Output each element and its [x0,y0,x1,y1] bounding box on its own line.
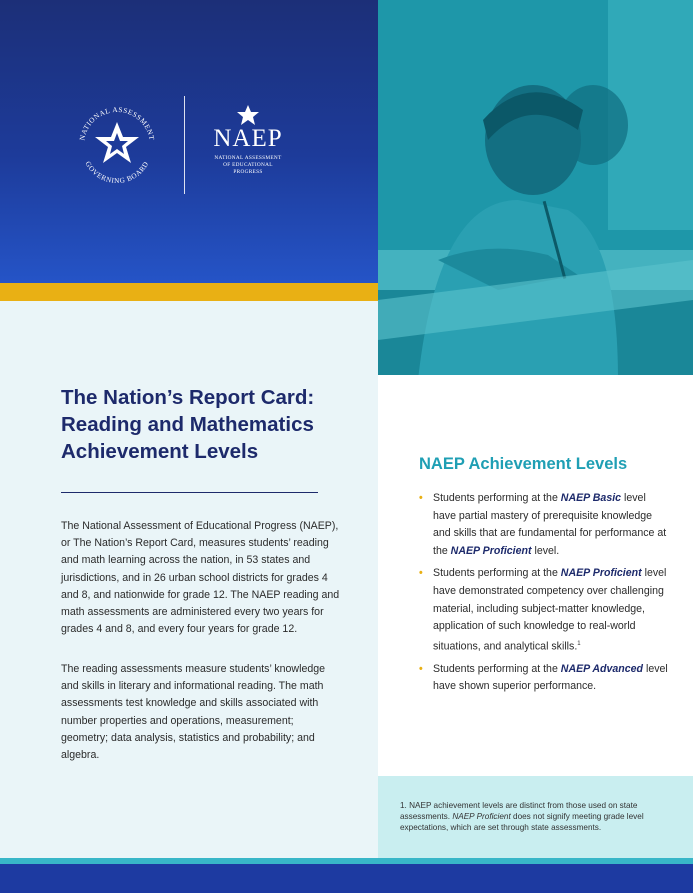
list-item-proficient: • Students performing at the NAEP Proficient level have demonstrated competency over challenging material, including subject-matter knowledge, application of such knowledge to real-world situations, and analytical skills.$^1$ [419,567,667,653]
intro-paragraph-1: The National Assessment of Educational Progress (NAEP), or The Nation’s Report Card, measures students’ reading and math learning across the nation, in 53 states and jurisdictions, and in 26 urban school districts for grades 4 and 8, and nationwide for grade 12. The NAEP reading and math assessments are administered every two years for grades 4 and 8, and every four years for grade 12. [61,520,340,636]
naep-star-icon [235,104,261,126]
level-name-proficient-ref: NAEP Proficient [450,544,532,557]
intro-paragraph-2: The reading assessments measure students’ knowledge and skills in literary and informational reading. The math assessments test knowledge and skills associated with number properties and operations, measurement; geometry; data analysis, statistics and probability; and algebra. [61,663,326,762]
svg-text:NATIONAL ASSESSMENT: NATIONAL ASSESSMENT [78,105,156,142]
footnote: 1. NAEP achievement levels are distinct from those used on state assessments. NAEP Proficient does not signify meeting grade level expectations, which are set through state assessments. [400,801,644,832]
title-divider [61,492,318,493]
naep-subtitle-1: NATIONAL ASSESSMENT [214,155,282,161]
naep-subtitle-2: OF EDUCATIONAL [223,162,273,168]
naep-logo [208,104,288,190]
level-name-proficient: NAEP Proficient [560,567,642,580]
naep-subtitle-3: PROGRESS [233,169,263,175]
footer-accent-line [0,858,693,864]
bullet-icon: • [419,662,423,675]
logo-divider [184,96,185,194]
list-item-basic: • Students performing at the NAEP Basic level have partial mastery of prerequisite knowledge and skills that are fundamental for performance at the NAEP Proficient level. [419,492,667,557]
list-item-advanced: • Students performing at the NAEP Advanced level have shown superior performance. [419,662,668,693]
governing-board-logo [72,100,162,190]
hero-banner [0,0,378,283]
level-name-basic: NAEP Basic [560,492,622,504]
achievement-levels-heading: NAEP Achievement Levels [419,455,628,473]
student-photo [378,0,693,375]
footnote-marker: 1 [577,640,581,647]
bullet-icon: • [419,567,423,580]
footer-bar [0,858,693,893]
gold-accent-bar [0,283,378,301]
achievement-levels-list [419,490,669,701]
title-line-2: Reading and Mathematics [61,413,314,436]
title-line-1: The Nation’s Report Card: [61,386,315,409]
naep-wordmark: NAEP [213,125,283,152]
title-line-3: Achievement Levels [61,440,259,463]
page-title [61,384,361,465]
svg-text:GOVERNING BOARD: GOVERNING BOARD [83,160,151,186]
bullet-icon: • [419,492,423,504]
level-name-advanced: NAEP Advanced [560,662,644,675]
